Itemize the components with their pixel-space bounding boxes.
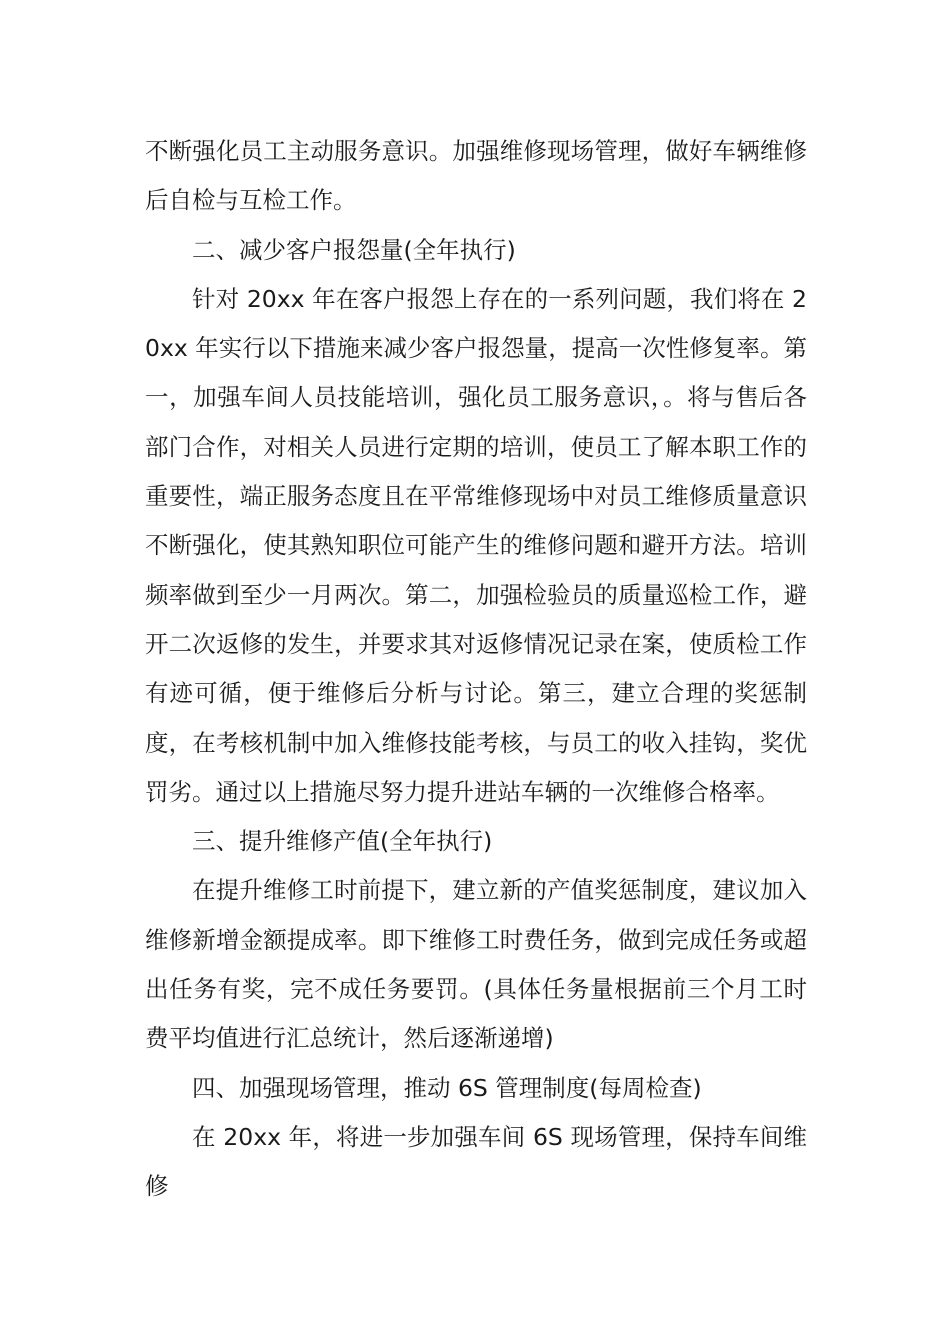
paragraph-complaint-measures: 针对 20xx 年在客户报怨上存在的一系列问题，我们将在 20xx 年实行以下措施来减少客户报怨量，提高一次性修复率。第一，加强车间人员技能培训，强化员工服务意识，。将与售后各部门合作，对相关人员进行定期的培训，使员工了解本职工作的重要性，端正服务态度且在平常维修现场中对员工维修质量意识不断强化，使其熟知职位可能产生的维修问题和避开方法。培训频率做到至少一月两次。第二，加强检验员的质量巡检工作，避开二次返修的发生，并要求其对返修情况记录在案，使质检工作有迹可循，便于维修后分析与讨论。第三，建立合理的奖惩制度，在考核机制中加入维修技能考核，与员工的收入挂钩，奖优罚劣。通过以上措施尽努力提升进站车辆的一次维修合格率。 — [145, 284, 807, 806]
paragraph-service-awareness: 不断强化员工主动服务意识。加强维修现场管理，做好车辆维修后自检与互检工作。 — [145, 137, 807, 215]
heading-reduce-complaints: 二、减少客户报怨量(全年执行) — [192, 235, 516, 264]
paragraph-6s-management: 在 20xx 年，将进一步加强车间 6S 现场管理，保持车间维修 — [145, 1122, 807, 1201]
heading-improve-output: 三、提升维修产值(全年执行) — [192, 827, 493, 856]
document-page — [145, 127, 807, 1212]
paragraph-output-measures: 在提升维修工时前提下，建立新的产值奖惩制度，建议加入维修新增金额提成率。即下维修工时费任务，做到完成任务或超出任务有奖，完不成任务要罚。(具体任务量根据前三个月工时费平均值进行汇总统计，然后逐渐递增) — [145, 876, 807, 1053]
heading-site-management: 四、加强现场管理，推动 6S 管理制度(每周检查) — [192, 1073, 702, 1102]
